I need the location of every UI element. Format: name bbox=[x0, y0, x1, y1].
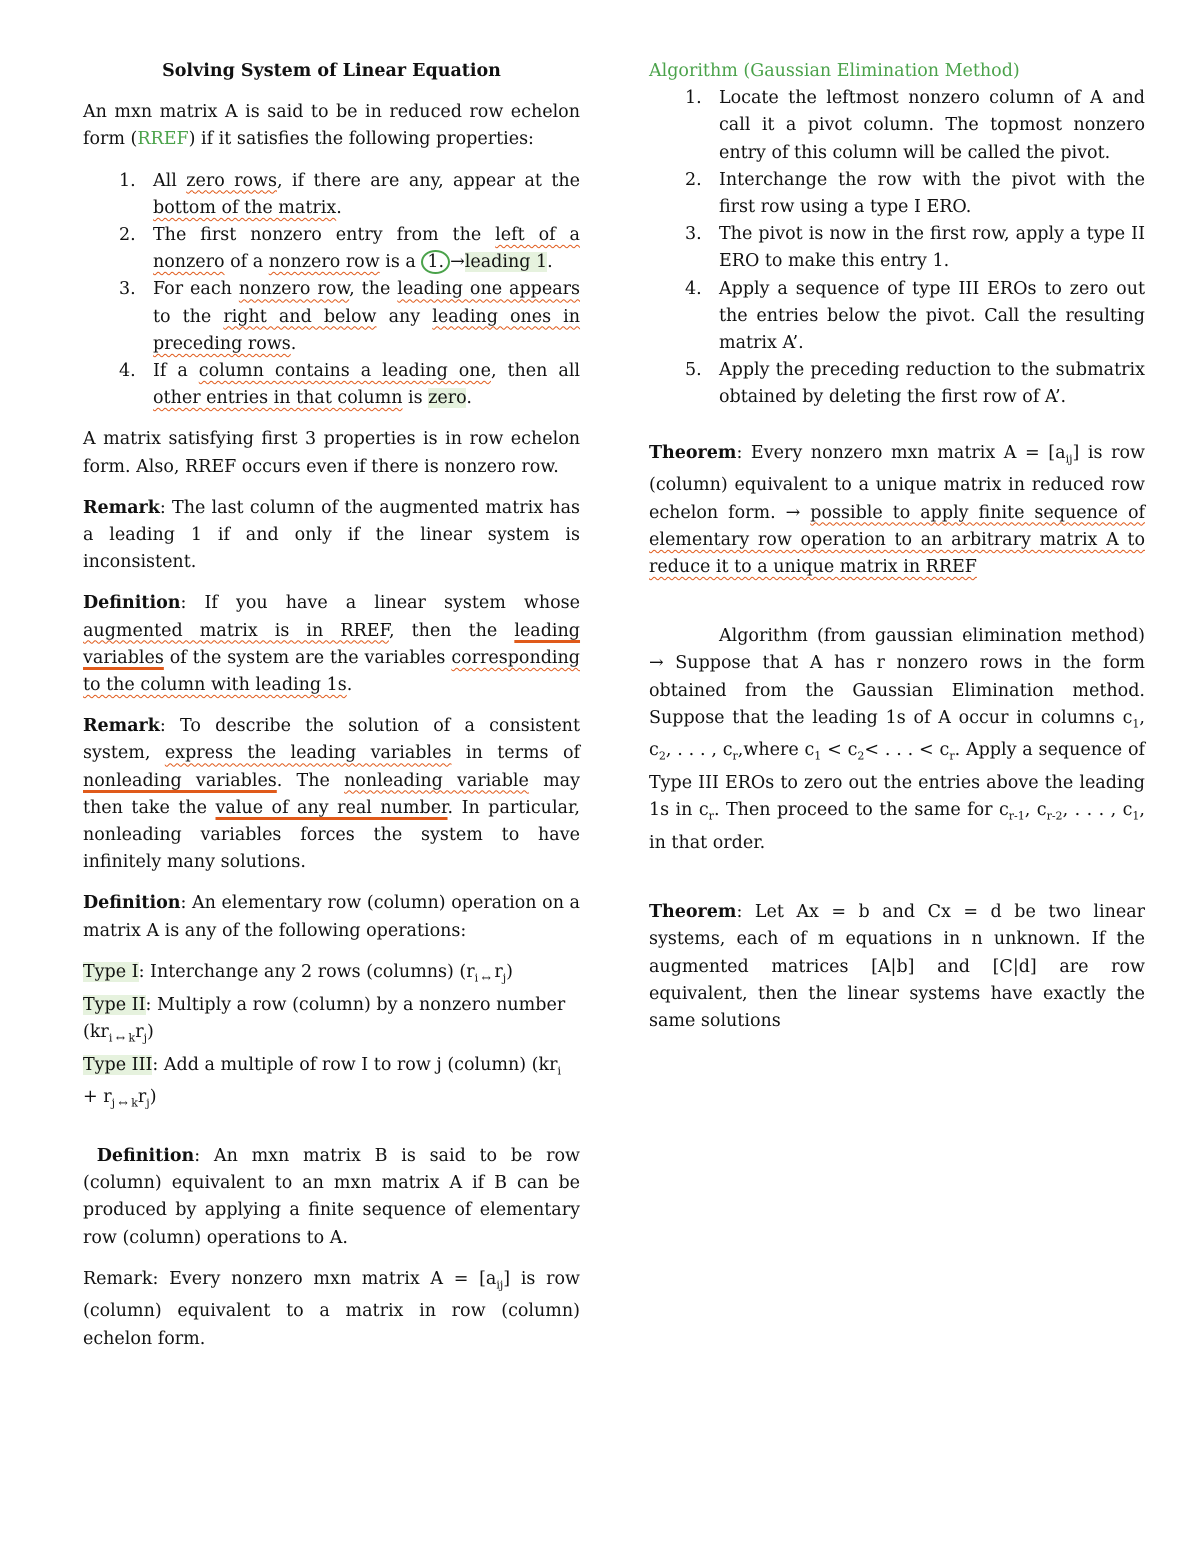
text: ] is row (column) equivalent to a unique matrix in reduced row echelon form. → bbox=[649, 442, 1145, 523]
text: : Every nonzero mxn matrix A = [a bbox=[736, 442, 1066, 463]
underlined-text: column contains a leading one bbox=[198, 361, 491, 382]
text: : Interchange any 2 rows (columns) (r bbox=[138, 961, 475, 982]
text: , c bbox=[649, 707, 1145, 761]
definition-leading-variables bbox=[83, 590, 580, 699]
underlined-text: nonzero row bbox=[238, 279, 350, 300]
type-1 bbox=[83, 961, 513, 985]
text: . bbox=[336, 197, 342, 218]
text: : Add a multiple of row I to row j (column) (kr bbox=[152, 1054, 558, 1075]
text: . Then proceed to the same for c bbox=[713, 800, 1009, 821]
text: If a bbox=[153, 361, 199, 382]
text: , then the bbox=[388, 620, 515, 641]
subscript: r-2 bbox=[1046, 809, 1063, 823]
text: < c bbox=[821, 740, 858, 761]
underlined-text: nonzero row bbox=[268, 252, 380, 273]
underlined-text: express the leading variables bbox=[164, 743, 452, 764]
text: r bbox=[137, 1087, 147, 1108]
text: may then take the bbox=[83, 770, 580, 818]
underlined-text: zero rows bbox=[186, 170, 277, 191]
text: of a bbox=[224, 252, 269, 273]
subscript: 1 bbox=[1132, 717, 1140, 731]
text: : An mxn matrix B is said to be row (column) equivalent to an mxn matrix A if B can be produced by applying a finite sequence of elementary row (column) operations to A. bbox=[83, 1145, 580, 1248]
text: For each bbox=[153, 279, 239, 300]
text: Algorithm (from gaussian elimination method) → Suppose that A has r nonzero rows in the form obtained from the Gaussian Elimination method. Suppose that the leading 1s of A occur in columns c bbox=[649, 626, 1145, 728]
text: < . . . < c bbox=[864, 740, 950, 761]
definition-elementary-operation bbox=[83, 890, 580, 944]
remark-solution bbox=[83, 713, 580, 876]
subscript: 2 bbox=[658, 749, 666, 763]
text: : Multiply a row (column) by a nonzero number (kr bbox=[83, 994, 566, 1042]
text: . The bbox=[276, 770, 345, 791]
theorem-label: Theorem bbox=[649, 902, 737, 923]
text: in terms of bbox=[451, 743, 580, 764]
list-number: 2. bbox=[685, 169, 702, 190]
list-number: 3. bbox=[685, 224, 702, 245]
text: : An elementary row (column) operation on a matrix A is any of the following operations: bbox=[83, 893, 580, 941]
text: r bbox=[135, 1021, 144, 1042]
underlined-text: nonleading variable bbox=[344, 770, 529, 791]
list-number: 1. bbox=[119, 170, 136, 191]
page-title: Solving System of Linear Equation bbox=[162, 61, 501, 81]
list-number: 5. bbox=[685, 360, 702, 381]
rref-intro bbox=[83, 99, 580, 153]
left-column bbox=[83, 58, 580, 1367]
underlined-text: corresponding to the column with leading 1s bbox=[83, 647, 580, 696]
definition-label: Definition bbox=[96, 1145, 195, 1166]
subscript: 1 bbox=[814, 749, 822, 763]
text: of the system are the variables bbox=[163, 647, 452, 668]
property-item bbox=[83, 276, 580, 358]
text: , . . . , c bbox=[1062, 800, 1133, 821]
underlined-text: nonleading variables bbox=[83, 770, 277, 791]
text: is bbox=[402, 388, 429, 409]
text: to the bbox=[153, 306, 224, 327]
text: ) bbox=[149, 1087, 157, 1108]
text: . Apply a sequence of Type III EROs to zero out the entries above the leading 1s in c bbox=[649, 740, 1145, 821]
type-2 bbox=[83, 994, 566, 1045]
text: Apply the preceding reduction to the submatrix obtained by deleting the first row of A’. bbox=[719, 360, 1145, 408]
underlined-text: bottom of the matrix bbox=[153, 197, 337, 218]
subscript: j bbox=[502, 971, 507, 985]
underlined-text: value of any real number bbox=[215, 797, 448, 818]
property-item bbox=[83, 358, 580, 412]
subscript: ij bbox=[1065, 452, 1073, 466]
underlined-text: right and below bbox=[223, 306, 377, 327]
intro-text-a: An mxn matrix A is said to be in reduced row echelon form ( bbox=[83, 102, 580, 150]
algorithm-title: Algorithm (Gaussian Elimination Method) bbox=[649, 61, 1020, 81]
type-label: Type II bbox=[83, 994, 146, 1015]
highlighted-text: zero bbox=[428, 388, 467, 409]
list-number: 1. bbox=[685, 88, 702, 109]
subscript: i bbox=[557, 1064, 561, 1077]
text: . bbox=[290, 333, 297, 354]
property-item bbox=[83, 168, 580, 222]
underlined-text: other entries in that column bbox=[153, 388, 403, 409]
remark-label: Remark bbox=[83, 716, 160, 737]
text: : Let Ax = b and Cx = d be two linear systems, each of m equations in n unknown. If the augmented matrices [A|b] and [C|d] are row equivalent, then the linear systems have exactly the same solutions bbox=[649, 902, 1145, 1032]
definition-label: Definition bbox=[83, 893, 181, 914]
subscript: i ↔ bbox=[474, 971, 495, 985]
remark-inconsistent bbox=[83, 495, 580, 577]
algorithm-step bbox=[649, 85, 1145, 167]
algorithm-steps bbox=[649, 85, 1145, 411]
theorem-unique-rref bbox=[649, 440, 1145, 582]
text: The pivot is now in the first row, apply a type II ERO to make this entry 1. bbox=[719, 224, 1145, 272]
text: ] is row (column) equivalent to a matrix in row (column) echelon form. bbox=[83, 1268, 580, 1349]
text: . bbox=[547, 252, 553, 273]
text: , if there are any, appear at the bbox=[277, 170, 580, 191]
subscript: r-1 bbox=[1008, 809, 1025, 823]
underlined-text: leading variables bbox=[83, 620, 581, 668]
subscript: j bbox=[143, 1031, 148, 1045]
text: Remark: Every nonzero mxn matrix A = [a bbox=[83, 1268, 497, 1289]
subscript: r bbox=[708, 809, 714, 823]
subscript: ij bbox=[496, 1278, 504, 1292]
highlighted-text: leading 1 bbox=[464, 252, 548, 273]
right-column bbox=[649, 58, 1145, 1049]
text: Apply a sequence of type III EROs to zero out the entries below the pivot. Call the resulting matrix A’. bbox=[719, 278, 1145, 354]
underlined-text: leading ones in preceding rows bbox=[153, 306, 581, 354]
text: The first nonzero entry from the bbox=[153, 225, 496, 246]
arrow-icon: → bbox=[450, 252, 465, 273]
algorithm-step bbox=[649, 276, 1145, 358]
text: All bbox=[153, 170, 187, 191]
text: is a bbox=[379, 252, 422, 273]
subscript: 2 bbox=[857, 749, 865, 763]
underlined-text: augmented matrix is in RREF bbox=[83, 620, 389, 641]
text: . bbox=[346, 675, 353, 696]
subscript: i ↔ k bbox=[108, 1031, 136, 1045]
algorithm-back-substitution bbox=[649, 623, 1145, 857]
algorithm-step bbox=[649, 357, 1145, 411]
algorithm-step bbox=[649, 167, 1145, 221]
type-3 bbox=[83, 1055, 561, 1108]
rref-properties-list bbox=[83, 168, 580, 413]
subscript: r bbox=[732, 749, 738, 763]
ref-paragraph: A matrix satisfying first 3 properties is in row echelon form. Also, RREF occurs even if there is nonzero row. bbox=[83, 429, 580, 477]
text: , in that order. bbox=[649, 800, 1145, 854]
ero-types bbox=[83, 959, 580, 1117]
definition-row-equivalent bbox=[83, 1143, 580, 1252]
text: ) bbox=[506, 961, 513, 982]
rref-term: RREF bbox=[137, 129, 189, 150]
circled-one: 1. bbox=[421, 250, 450, 274]
subscript: j ↔ k bbox=[111, 1096, 138, 1110]
list-number: 4. bbox=[685, 278, 702, 299]
subscript: 1 bbox=[1132, 809, 1140, 823]
text: . In particular, nonleading variables forces the system to have infinitely many solutions. bbox=[83, 797, 580, 873]
definition-label: Definition bbox=[83, 593, 181, 614]
text: : The last column of the augmented matrix has a leading 1 if and only if the linear system is inconsistent. bbox=[83, 497, 580, 573]
text: any bbox=[376, 306, 433, 327]
text: , c bbox=[1024, 800, 1047, 821]
text: r bbox=[494, 961, 503, 982]
theorem-label: Theorem bbox=[649, 442, 737, 463]
list-number: 4. bbox=[119, 361, 136, 382]
underlined-text: left of a nonzero bbox=[153, 225, 580, 273]
text: Interchange the row with the pivot with the first row using a type I ERO. bbox=[719, 169, 1145, 218]
text: ,where c bbox=[737, 740, 815, 761]
property-item bbox=[83, 222, 580, 276]
algorithm-step bbox=[649, 221, 1145, 275]
text: , then all bbox=[490, 361, 581, 382]
text: : To describe the solution of a consistent system, bbox=[83, 716, 580, 764]
type-label: Type III bbox=[83, 1054, 153, 1075]
subscript: j bbox=[146, 1096, 150, 1110]
text: , the bbox=[349, 279, 398, 300]
theorem-same-solutions bbox=[649, 899, 1145, 1035]
list-number: 2. bbox=[119, 225, 136, 246]
subscript: r bbox=[949, 749, 955, 763]
intro-text-b: ) if it satisfies the following properties: bbox=[188, 129, 534, 150]
text: ) bbox=[147, 1021, 154, 1042]
type-label: Type I bbox=[83, 961, 139, 982]
underlined-text: possible to apply finite sequence of elementary row operation to an arbitrary matrix A to reduce it to a unique matrix in RREF bbox=[649, 502, 1146, 577]
remark-label: Remark bbox=[83, 497, 160, 518]
remark-echelon bbox=[83, 1266, 580, 1353]
text: + r bbox=[83, 1087, 112, 1108]
text: Locate the leftmost nonzero column of A and call it a pivot column. The topmost nonzero entry of this column will be called the pivot. bbox=[719, 88, 1145, 163]
text: . bbox=[466, 388, 472, 409]
text: , . . . , c bbox=[665, 740, 733, 761]
list-number: 3. bbox=[119, 279, 136, 300]
underlined-text: leading one appears bbox=[397, 279, 580, 300]
text: : If you have a linear system whose bbox=[180, 593, 580, 614]
